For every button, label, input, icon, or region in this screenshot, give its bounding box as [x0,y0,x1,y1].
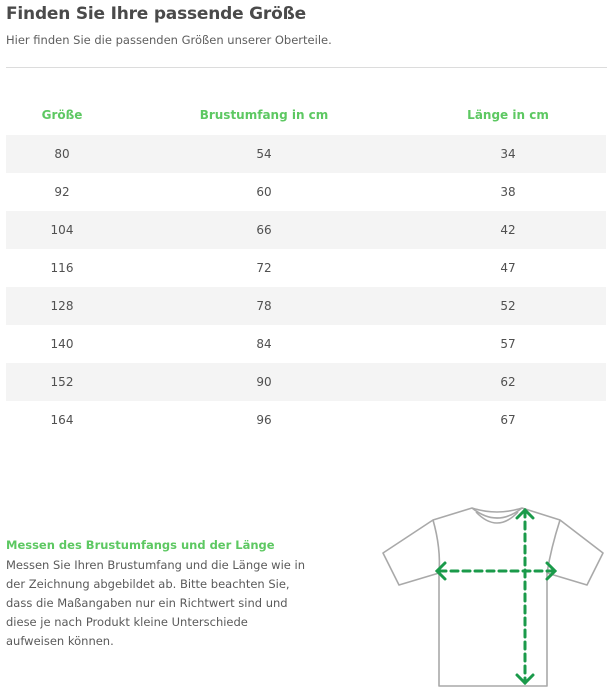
table-row [6,287,606,325]
cell-chest: 90 [256,375,272,389]
page-title: Finden Sie Ihre passende Größe [6,4,306,24]
cell-length: 34 [500,147,516,161]
table-row [6,325,606,363]
cell-chest: 96 [256,413,272,427]
column-header-length: Länge in cm [467,108,549,122]
table-row [6,249,606,287]
cell-size: 152 [50,375,74,389]
column-header-chest: Brustumfang in cm [199,108,329,122]
cell-size: 164 [50,413,74,427]
cell-size: 128 [50,299,74,313]
cell-length: 67 [500,413,516,427]
cell-chest: 60 [256,185,272,199]
column-header-size: Größe [41,108,83,122]
table-row [6,363,606,401]
tshirt-outline [383,508,603,686]
cell-size: 104 [50,223,74,237]
cell-length: 57 [500,337,516,351]
table-row [6,211,606,249]
cell-length: 52 [500,299,516,313]
cell-chest: 72 [256,261,272,275]
cell-chest: 66 [256,223,272,237]
size-table [6,95,606,439]
cell-chest: 54 [256,147,272,161]
measure-heading: Messen des Brustumfangs und der Länge [6,538,275,552]
cell-size: 116 [50,261,74,275]
table-header [6,95,606,135]
table-row [6,401,606,439]
tshirt-measure-icon [375,498,613,700]
measure-description: Messen Sie Ihren Brustumfang und die Länge wie in der Zeichnung abgebildet ab. Bitte beachten Sie, dass die Maßangaben nur ein Richtwert sind und diese je nach Produkt kleine Unterschiede aufweisen können. [6,558,305,648]
cell-size: 80 [54,147,70,161]
cell-chest: 84 [256,337,272,351]
cell-size: 140 [50,337,74,351]
cell-chest: 78 [256,299,272,313]
table-row [6,173,606,211]
cell-length: 62 [500,375,516,389]
cell-length: 42 [500,223,516,237]
page-subtitle: Hier finden Sie die passenden Größen unserer Oberteile. [6,33,332,47]
cell-length: 38 [500,185,516,199]
divider [6,67,607,68]
table-row [6,135,606,173]
cell-length: 47 [500,261,516,275]
cell-size: 92 [54,185,70,199]
